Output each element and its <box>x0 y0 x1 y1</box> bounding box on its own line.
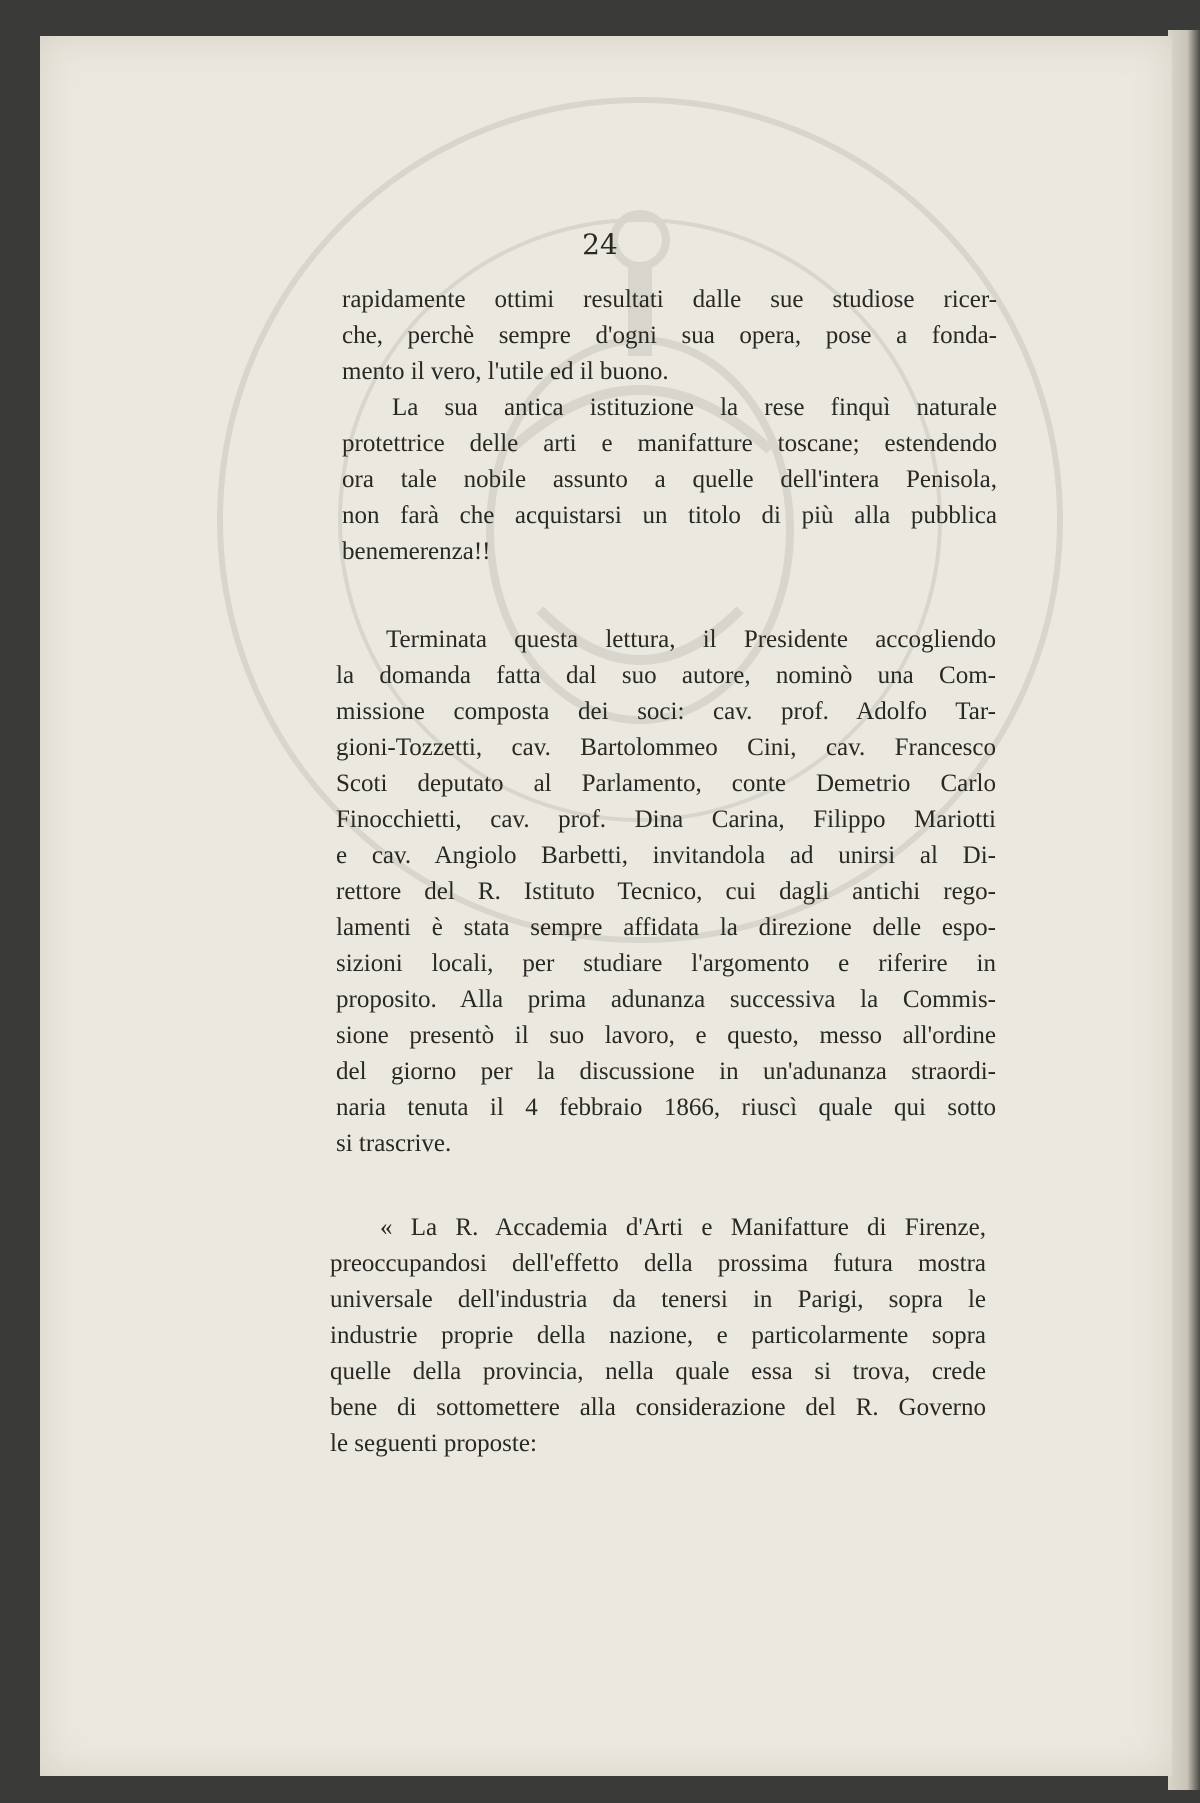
text-line: ora tale nobile assunto a quelle dell'intera Penisola, <box>342 466 997 493</box>
text-line: la domanda fatta dal suo autore, nominò una Com- <box>336 662 996 689</box>
text-line: Terminata questa lettura, il Presidente accogliendo <box>386 626 996 653</box>
text-line: Finocchietti, cav. prof. Dina Carina, Filippo Mariotti <box>336 806 996 833</box>
paragraph-continuation <box>342 282 997 570</box>
text-line: le seguenti proposte: <box>330 1430 537 1457</box>
paragraph-academy-proposal <box>330 1210 986 1462</box>
text-line: lamenti è stata sempre affidata la direzione delle espo- <box>336 914 996 941</box>
text-line: missione composta dei soci: cav. prof. Adolfo Tar- <box>336 698 996 725</box>
text-line: mento il vero, l'utile ed il buono. <box>342 358 669 385</box>
text-line: proposito. Alla prima adunanza successiva la Commis- <box>336 986 996 1013</box>
text-line: benemerenza!! <box>342 538 491 565</box>
text-line: quelle della provincia, nella quale essa si trova, crede <box>330 1358 986 1385</box>
text-line: bene di sottomettere alla considerazione del R. Governo <box>330 1394 986 1421</box>
text-line: protettrice delle arti e manifatture toscane; estendendo <box>342 430 997 457</box>
text-line: preoccupandosi dell'effetto della prossima futura mostra <box>330 1250 986 1277</box>
text-line: del giorno per la discussione in un'adunanza straordi- <box>336 1058 996 1085</box>
text-line: che, perchè sempre d'ogni sua opera, pose a fonda- <box>342 322 997 349</box>
page-number: 24 <box>582 228 618 261</box>
text-line: « La R. Accademia d'Arti e Manifatture di Firenze, <box>380 1214 986 1241</box>
text-line: sizioni locali, per studiare l'argomento e riferire in <box>336 950 996 977</box>
adjacent-page-edge <box>1168 30 1200 1790</box>
text-line: La sua antica istituzione la rese finquì naturale <box>392 394 997 421</box>
text-line: universale dell'industria da tenersi in Parigi, sopra le <box>330 1286 986 1313</box>
text-line: non farà che acquistarsi un titolo di più alla pubblica <box>342 502 997 529</box>
text-line: gioni-Tozzetti, cav. Bartolommeo Cini, cav. Francesco <box>336 734 996 761</box>
text-line: Scoti deputato al Parlamento, conte Demetrio Carlo <box>336 770 996 797</box>
text-line: si trascrive. <box>336 1130 452 1157</box>
text-line: e cav. Angiolo Barbetti, invitandola ad unirsi al Di- <box>336 842 996 869</box>
text-line: industrie proprie della nazione, e particolarmente sopra <box>330 1322 986 1349</box>
text-line: rettore del R. Istituto Tecnico, cui dagli antichi rego- <box>336 878 996 905</box>
text-line: naria tenuta il 4 febbraio 1866, riuscì quale qui sotto <box>336 1094 996 1121</box>
text-line: rapidamente ottimi resultati dalle sue studiose ricer- <box>342 286 997 313</box>
paragraph-commission <box>336 622 996 1162</box>
text-line: sione presentò il suo lavoro, e questo, messo all'ordine <box>336 1022 996 1049</box>
